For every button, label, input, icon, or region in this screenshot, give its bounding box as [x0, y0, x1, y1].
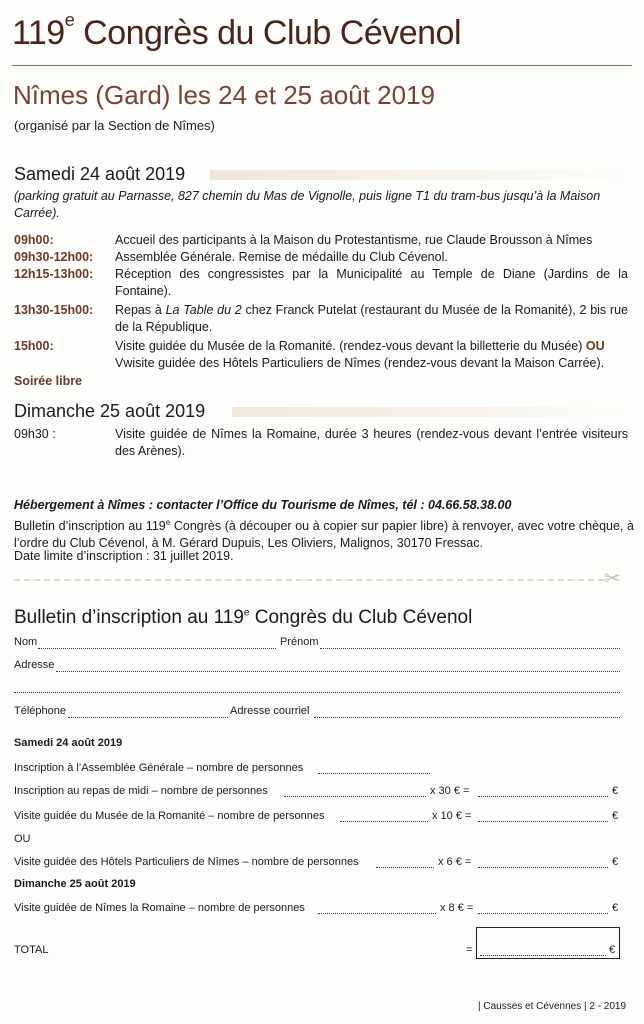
total-equals: = [466, 944, 473, 956]
prenom-label: Prénom [280, 636, 319, 648]
hotels-price: x 6 € = [438, 856, 472, 868]
form-title: Bulletin d’inscription au 119e Congrès du Club Cévenol [14, 607, 473, 628]
musee-amount-field[interactable] [478, 821, 608, 822]
adresse-field[interactable] [56, 671, 620, 672]
schedule-row: 09h00: Accueil des participants à la Maison du Protestantisme, rue Claude Brousson à Nîmes [14, 233, 593, 247]
organizer-note: (organisé par la Section de Nîmes) [14, 118, 215, 133]
euro-sign: € [612, 785, 619, 797]
page-title: 119e Congrès du Club Cévenol [12, 9, 462, 52]
adresse-field-line-2[interactable] [14, 692, 620, 693]
footer-text: | Causses et Cévennes | 2 - 2019 [478, 1001, 627, 1012]
schedule-row: 15h00: Visite guidée du Musée de la Romanité. (rendez-vous devant la billetterie du Musée) OU Vwisite guidée des Hôtels Particuliers de Nîmes (rendez-vous devant la Maison Carrée). [14, 339, 605, 370]
romaine-label: Visite guidée de Nîmes la Romaine – nombre de personnes [14, 902, 305, 914]
lodging-info: Hébergement à Nîmes : contacter l’Office du Tourisme de Nîmes, tél : 04.66.58.38.00 [14, 498, 512, 512]
repas-label: Inscription au repas de midi – nombre de personnes [14, 785, 268, 797]
saturday-heading: Samedi 24 août 2019 [14, 164, 186, 184]
total-label: TOTAL [14, 944, 49, 956]
musee-label: Visite guidée du Musée de la Romanité – nombre de personnes [14, 810, 325, 822]
form-sunday-heading: Dimanche 25 août 2019 [14, 878, 136, 890]
courriel-field[interactable] [314, 717, 620, 718]
nom-label: Nom [14, 636, 38, 648]
deadline-info: Date limite d’inscription : 31 juillet 2019. [14, 549, 234, 563]
saturday-heading-fade [210, 170, 630, 180]
parking-note: (parking gratuit au Parnasse, 827 chemin du Mas de Vignolle, puis ligne T1 du tram-bus jusqu’à la Maison Carrée). [14, 189, 601, 220]
prenom-field[interactable] [320, 648, 620, 649]
schedule-row: 13h30-15h00: Repas à La Table du 2 chez Franck Putelat (restaurant du Musée de la Romanité), 2 bis rue de la République. [14, 303, 628, 334]
hotels-count-field[interactable] [376, 867, 434, 868]
musee-count-field[interactable] [340, 821, 428, 822]
hotels-label: Visite guidée des Hôtels Particuliers de Nîmes – nombre de personnes [14, 856, 359, 868]
free-evening: Soirée libre [14, 374, 83, 388]
sunday-heading: Dimanche 25 août 2019 [14, 401, 206, 421]
repas-amount-field[interactable] [478, 796, 608, 797]
schedule-row: 12h15-13h00: Réception des congressistes par la Municipalité au Temple de Diane (Jardins de la Fontaine). [14, 267, 628, 298]
cut-line [14, 579, 604, 581]
musee-price: x 10 € = [432, 810, 472, 822]
bulletin-info: Bulletin d’inscription au 119e Congrès (à découper ou à copier sur papier libre) à renvoyer, avec votre chèque, à l’ordre du Club Cévenol, à M. Gérard Dupuis, Les Oliviers, Malignos, 30170 Fressac. [14, 518, 634, 551]
title-rule [12, 65, 632, 66]
adresse-label: Adresse [14, 659, 55, 671]
schedule-row: 09h30-12h00: Assemblée Générale. Remise de médaille du Club Cévenol. [14, 250, 448, 264]
ag-label: Inscription à l’Assemblée Générale – nombre de personnes [14, 762, 304, 774]
event-subtitle: Nîmes (Gard) les 24 et 25 août 2019 [13, 80, 436, 110]
euro-sign: € [609, 944, 616, 956]
romaine-price: x 8 € = [440, 902, 474, 914]
euro-sign: € [612, 902, 619, 914]
ag-count-field[interactable] [318, 773, 430, 774]
euro-sign: € [612, 810, 619, 822]
total-amount-field[interactable] [480, 955, 606, 956]
hotels-amount-field[interactable] [478, 867, 608, 868]
telephone-field[interactable] [68, 717, 228, 718]
romaine-count-field[interactable] [318, 913, 436, 914]
nom-field[interactable] [38, 648, 276, 649]
form-saturday-heading: Samedi 24 août 2019 [14, 737, 123, 749]
courriel-label: Adresse courriel [230, 705, 310, 717]
sunday-row: 09h30 : Visite guidée de Nîmes la Romaine, durée 3 heures (rendez-vous devant l’entrée visiteurs des Arènes). [14, 427, 628, 458]
telephone-label: Téléphone [14, 705, 66, 717]
or-label: OU [14, 833, 31, 845]
scissors-icon: ✂ [604, 568, 621, 590]
repas-count-field[interactable] [284, 796, 426, 797]
euro-sign: € [612, 856, 619, 868]
sunday-heading-fade [232, 407, 630, 417]
repas-price: x 30 € = [430, 785, 470, 797]
romaine-amount-field[interactable] [478, 913, 608, 914]
